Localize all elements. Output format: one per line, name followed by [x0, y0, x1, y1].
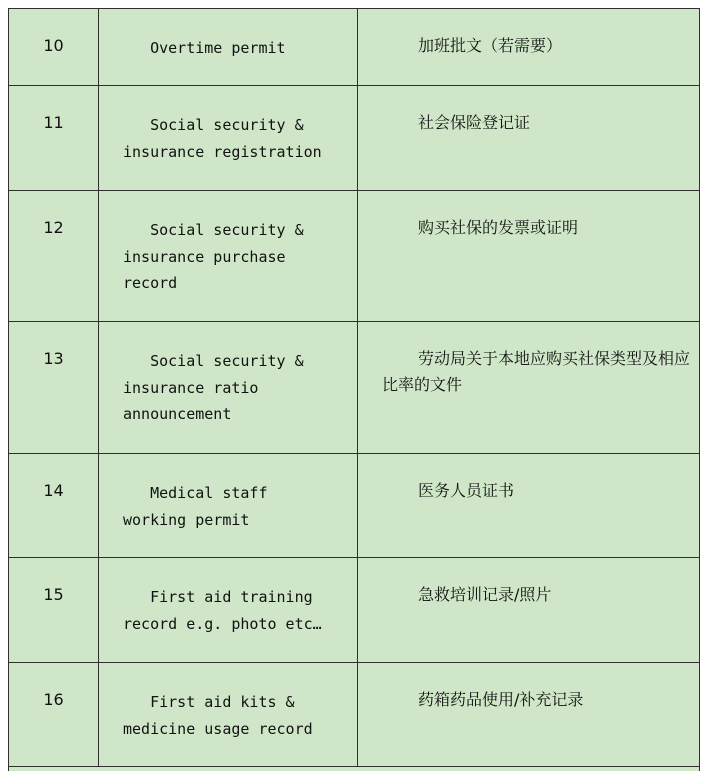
column-divider	[357, 9, 358, 86]
chinese-item: 社会保险登记证	[418, 113, 531, 132]
column-divider	[98, 663, 99, 767]
column-divider	[357, 663, 358, 767]
english-item: Medical staff working permit	[123, 484, 268, 529]
column-divider	[357, 86, 358, 191]
row-number: 13	[43, 349, 64, 368]
english-item: Overtime permit	[123, 39, 286, 57]
column-divider	[98, 558, 99, 663]
column-divider	[98, 454, 99, 558]
english-item: First aid training record e.g. photo etc…	[123, 588, 322, 633]
table-row	[8, 190, 700, 322]
chinese-item: 劳动局关于本地应购买社保类型及相应比率的文件	[382, 349, 691, 394]
chinese-item: 药箱药品使用/补充记录	[418, 690, 584, 709]
chinese-item: 购买社保的发票或证明	[418, 218, 579, 237]
chinese-item: 医务人员证书	[418, 481, 515, 500]
table-row	[8, 662, 700, 767]
table-row	[8, 8, 700, 86]
column-divider	[98, 322, 99, 454]
column-divider	[98, 86, 99, 191]
column-divider	[357, 454, 358, 558]
row-number: 15	[43, 585, 64, 604]
column-divider	[357, 322, 358, 454]
table-row	[8, 453, 700, 558]
english-item: Social security & insurance ratio announcement	[123, 352, 304, 423]
row-number: 14	[43, 481, 64, 500]
column-divider	[98, 191, 99, 322]
english-item: Social security & insurance purchase record	[123, 221, 304, 292]
chinese-item: 急救培训记录/照片	[418, 585, 552, 604]
row-number: 12	[43, 218, 64, 237]
english-item: Social security & insurance registration	[123, 116, 322, 161]
table-bottom-border	[8, 766, 700, 767]
table-row	[8, 321, 700, 454]
chinese-item: 加班批文（若需要）	[418, 36, 563, 55]
requirements-table	[8, 8, 700, 771]
column-divider	[357, 558, 358, 663]
english-item: First aid kits & medicine usage record	[123, 693, 313, 738]
row-number: 10	[43, 36, 64, 55]
row-number: 16	[43, 690, 64, 709]
row-number: 11	[43, 113, 64, 132]
column-divider	[357, 191, 358, 322]
table-row	[8, 85, 700, 191]
table-row	[8, 557, 700, 663]
